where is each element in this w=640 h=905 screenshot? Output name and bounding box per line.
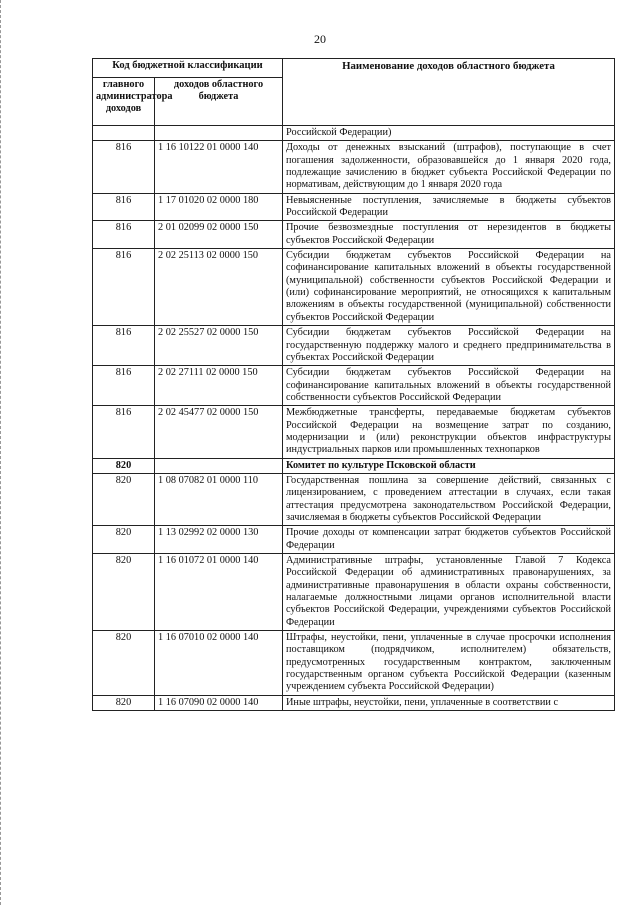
table-row: [93, 406, 615, 458]
revenue-code-cell: [155, 126, 283, 141]
revenue-code-cell: 1 17 01020 02 0000 180: [155, 193, 283, 221]
revenue-name-cell: Субсидии бюджетам субъектов Российской Федерации на софинансирование капитальных вложений в объекты государственной собственности субъектов Российской Федерации: [283, 366, 615, 406]
header-group-title: Код бюджетной классификации: [93, 59, 283, 78]
revenue-code-cell: 1 08 07082 01 0000 110: [155, 473, 283, 525]
admin-code-cell: [93, 126, 155, 141]
revenue-code-cell: 1 16 01072 01 0000 140: [155, 554, 283, 631]
revenue-code-cell: 2 02 25113 02 0000 150: [155, 249, 283, 326]
revenue-code-cell: 2 01 02099 02 0000 150: [155, 221, 283, 249]
revenue-name-cell: Административные штрафы, установленные Главой 7 Кодекса Российской Федерации об административных правонарушениях, за административные правонарушения в области охраны собственности, налагаемые должностными лицами органов исполнительной власти субъектов Российской Федерации, учреждениями субъектов Российской Федерации: [283, 554, 615, 631]
header-admin: главного администратора доходов: [93, 77, 155, 125]
admin-code-cell: 820: [93, 458, 155, 473]
section-row: [93, 458, 615, 473]
admin-code-cell: 816: [93, 406, 155, 458]
admin-code-cell: 816: [93, 221, 155, 249]
page-number: 20: [314, 32, 326, 46]
table-row: [93, 366, 615, 406]
header-name: Наименование доходов областного бюджета: [283, 59, 615, 126]
table-row: [93, 631, 615, 696]
revenue-name-cell: Штрафы, неустойки, пени, уплаченные в случае просрочки исполнения поставщиком (подрядчиком, исполнителем) обязательств, предусмотренных государственным контрактом, заключенным государственным органом субъекта Российской Федерации (казенным учреждением субъекта Российской Федерации): [283, 631, 615, 696]
revenue-name-cell: Комитет по культуре Псковской области: [283, 458, 615, 473]
table-row: [93, 221, 615, 249]
revenue-name-cell: Государственная пошлина за совершение действий, связанных с лицензированием, с проведением аттестации в случаях, если такая аттестация предусмотрена законодательством Российской Федерации, зачисляемая в бюджеты субъектов Российской Федерации: [283, 473, 615, 525]
table-row: [93, 193, 615, 221]
admin-code-cell: 816: [93, 141, 155, 193]
revenue-name-cell: Прочие доходы от компенсации затрат бюджетов субъектов Российской Федерации: [283, 526, 615, 554]
revenue-name-cell: Субсидии бюджетам субъектов Российской Федерации на государственную поддержку малого и среднего предпринимательства в субъектах Российской Федерации: [283, 326, 615, 366]
admin-code-cell: 816: [93, 193, 155, 221]
admin-code-cell: 820: [93, 526, 155, 554]
revenue-code-cell: 1 13 02992 02 0000 130: [155, 526, 283, 554]
admin-code-cell: 816: [93, 326, 155, 366]
revenue-name-cell: Доходы от денежных взысканий (штрафов), поступающие в счет погашения задолженности, образовавшейся до 1 января 2020 года, подлежащие зачислению в бюджет субъекта Российской Федерации по нормативам, действующим до 1 января 2020 года: [283, 141, 615, 193]
admin-code-cell: 820: [93, 695, 155, 710]
revenue-name-cell: Невыясненные поступления, зачисляемые в бюджеты субъектов Российской Федерации: [283, 193, 615, 221]
table-row: [93, 141, 615, 193]
table-row: [93, 473, 615, 525]
revenue-code-cell: [155, 458, 283, 473]
revenue-code-cell: 2 02 27111 02 0000 150: [155, 366, 283, 406]
table-row: [93, 126, 615, 141]
admin-code-cell: 820: [93, 554, 155, 631]
revenue-name-cell: Иные штрафы, неустойки, пени, уплаченные в соответствии с: [283, 695, 615, 710]
admin-code-cell: 816: [93, 249, 155, 326]
table-row: [93, 554, 615, 631]
budget-classification-table: [92, 58, 615, 711]
revenue-code-cell: 1 16 07010 02 0000 140: [155, 631, 283, 696]
table-row: [93, 695, 615, 710]
table-row: [93, 249, 615, 326]
revenue-code-cell: 2 02 45477 02 0000 150: [155, 406, 283, 458]
admin-code-cell: 820: [93, 631, 155, 696]
table-row: [93, 326, 615, 366]
revenue-name-cell: Российской Федерации): [283, 126, 615, 141]
admin-code-cell: 820: [93, 473, 155, 525]
scan-margin: [0, 0, 9, 905]
revenue-name-cell: Прочие безвозмездные поступления от нерезидентов в бюджеты субъектов Российской Федерации: [283, 221, 615, 249]
admin-code-cell: 816: [93, 366, 155, 406]
revenue-name-cell: Субсидии бюджетам субъектов Российской Федерации на софинансирование капитальных вложений в объекты государственной (муниципальной) собственности субъектов Российской Федерации и (или) софинансирование мероприятий, не относящихся к капитальным вложениям в объекты государственной (муниципальной) собственности субъектов Российской Федерации: [283, 249, 615, 326]
revenue-name-cell: Межбюджетные трансферты, передаваемые бюджетам субъектов Российской Федерации на возмещение затрат по созданию, модернизации и (или) реконструкции объектов инфраструктуры индустриальных парков или промышленных технопарков: [283, 406, 615, 458]
revenue-code-cell: 2 02 25527 02 0000 150: [155, 326, 283, 366]
table-row: [93, 526, 615, 554]
revenue-code-cell: 1 16 07090 02 0000 140: [155, 695, 283, 710]
revenue-code-cell: 1 16 10122 01 0000 140: [155, 141, 283, 193]
table-body: [93, 126, 615, 711]
header-code: доходов областного бюджета: [155, 77, 283, 125]
